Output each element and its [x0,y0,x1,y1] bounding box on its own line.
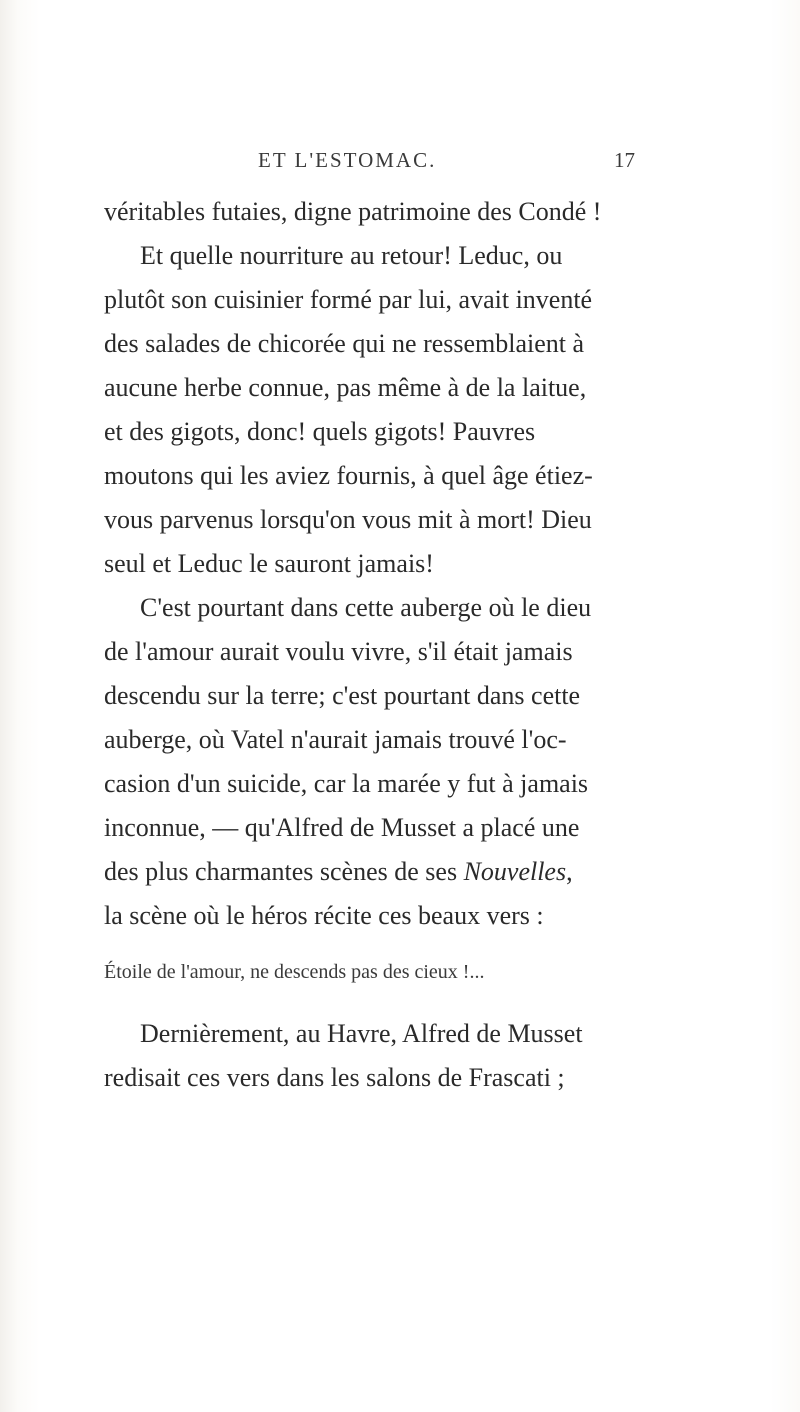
text-line-12: descendu sur la terre; c'est pourtant dans cette [104,681,581,710]
book-title-nouvelles: Nouvelles [463,857,567,886]
text-line-7: moutons qui les aviez fournis, à quel âge étiez- [104,461,593,490]
text-line-13: auberge, où Vatel n'aurait jamais trouvé l'oc- [104,725,567,754]
text-line-8: vous parvenus lorsqu'on vous mit à mort! Dieu [104,505,592,534]
text-line-3: plutôt son cuisinier formé par lui, avait inventé [104,285,593,314]
text-line-11: de l'amour aurait voulu vivre, s'il était jamais [104,637,573,666]
text-line-18: Dernièrement, au Havre, Alfred de Musset [140,1019,583,1048]
text-line-2: Et quelle nourriture au retour! Leduc, ou [140,241,563,270]
text-line-17: la scène où le héros récite ces beaux vers : [104,901,544,930]
text-line-5: aucune herbe connue, pas même à de la laitue, [104,373,587,402]
text-line-19: redisait ces vers dans les salons de Frascati ; [104,1063,565,1092]
text-line-6: et des gigots, donc! quels gigots! Pauvres [104,417,536,446]
verse-quote: Étoile de l'amour, ne descends pas des cieux !... [104,961,485,983]
text-line-14: casion d'un suicide, car la marée y fut à jamais [104,769,589,798]
text-line-1: véritables futaies, digne patrimoine des Condé ! [104,197,602,226]
text-line-16-prefix: des plus charmantes scènes de ses [104,857,464,886]
text-line-16 [104,857,573,887]
text-line-15: inconnue, — qu'Alfred de Musset a placé une [104,813,580,842]
text-line-4: des salades de chicorée qui ne ressemblaient à [104,329,585,358]
text-line-9: seul et Leduc le sauront jamais! [104,549,434,578]
text-line-16-suffix: , [566,857,573,886]
page-number: 17 [614,148,635,172]
running-head: ET L'ESTOMAC. [258,148,437,172]
text-line-10: C'est pourtant dans cette auberge où le dieu [140,593,592,622]
